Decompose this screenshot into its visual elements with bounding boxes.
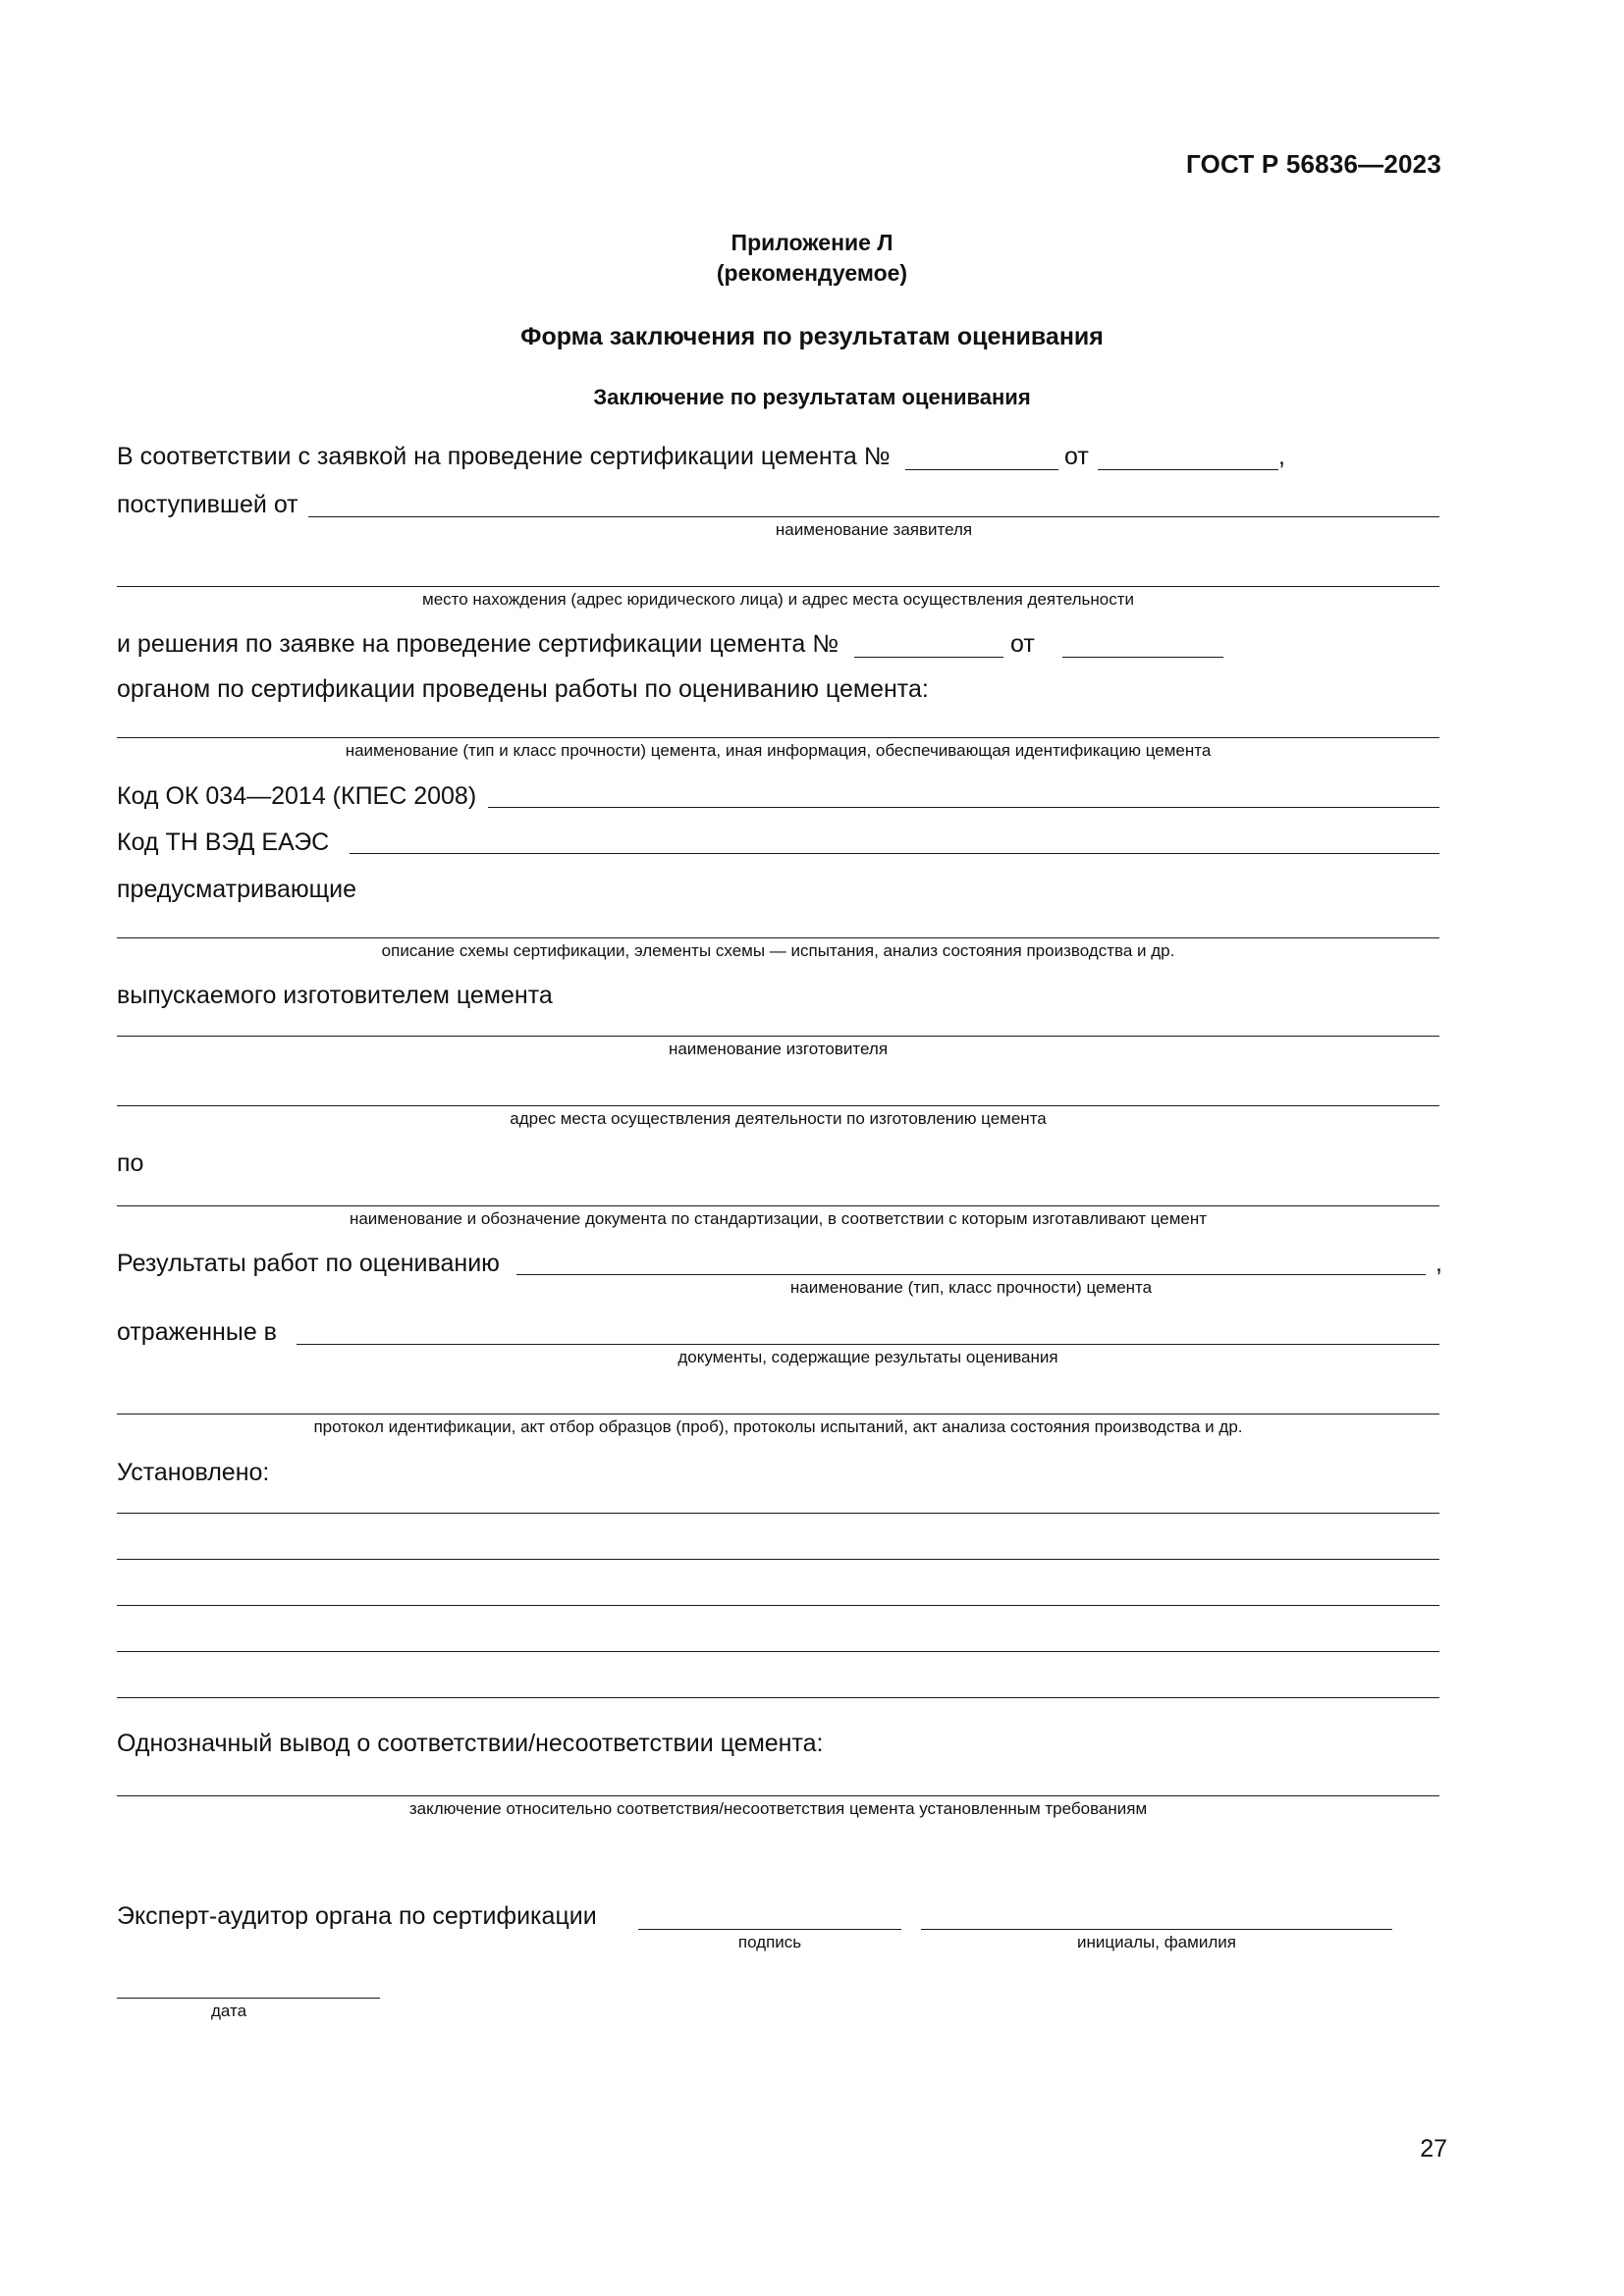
manufacturer-address-field[interactable] [117,1105,1439,1106]
appendix-type: (рекомендуемое) [716,260,908,286]
produced-by-label: выпускаемого изготовителем цемента [117,982,553,1009]
conclusion-title: Заключение по результатам оценивания [593,385,1031,409]
results-label: Результаты работ по оцениванию [117,1250,500,1277]
application-from-label: от [1064,443,1089,470]
application-text: В соответствии с заявкой на проведение сертификации цемента № [117,443,891,470]
decision-from-label: от [1010,630,1035,658]
reflected-in-label: отраженные в [117,1318,277,1346]
results-caption: наименование (тип, класс прочности) цемента [789,1278,1153,1297]
conclusion-label: Однозначный вывод о соответствии/несоответствии цемента: [117,1730,824,1757]
standard-number: ГОСТ Р 56836—2023 [1186,149,1441,179]
tnved-label: Код ТН ВЭД ЕАЭС [117,828,330,856]
documents-field[interactable] [297,1344,1439,1345]
established-line-1[interactable] [117,1513,1439,1514]
location-field[interactable] [117,586,1439,587]
manufacturer-caption: наименование изготовителя [668,1040,889,1058]
cement-name-field[interactable] [117,737,1439,738]
page-number: 27 [1420,2135,1447,2163]
date-caption: дата [210,2002,247,2020]
initials-field[interactable] [921,1929,1392,1930]
okpd-label: Код ОК 034—2014 (КПЕС 2008) [117,782,477,810]
documents-caption: документы, содержащие результаты оценивания [677,1348,1058,1366]
providing-label: предусматривающие [117,876,357,903]
application-comma: , [1278,443,1285,470]
appendix-title: Приложение Л [731,230,893,255]
received-from-label: поступившей от [117,491,298,518]
scheme-caption: описание схемы сертификации, элементы схемы — испытания, анализ состояния производства и др. [381,941,1175,960]
established-line-3[interactable] [117,1605,1439,1606]
protocols-caption: протокол идентификации, акт отбор образцов (проб), протоколы испытаний, акт анализа состояния производства и др. [313,1417,1243,1436]
decision-date-field[interactable] [1062,657,1223,658]
scheme-field[interactable] [117,937,1439,938]
cement-name-caption: наименование (тип и класс прочности) цемента, иная информация, обеспечивающая идентификацию цемента [345,741,1212,760]
manufacturer-address-caption: адрес места осуществления деятельности по изготовлению цемента [510,1109,1047,1128]
established-line-4[interactable] [117,1651,1439,1652]
application-date-field[interactable] [1098,469,1278,470]
applicant-name-caption: наименование заявителя [775,520,973,539]
location-caption: место нахождения (адрес юридического лица) и адрес места осуществления деятельности [422,590,1134,609]
application-number-field[interactable] [905,469,1058,470]
established-label: Установлено: [117,1459,270,1486]
body-text: органом по сертификации проведены работы по оцениванию цемента: [117,675,929,703]
established-line-5[interactable] [117,1697,1439,1698]
standard-document-caption: наименование и обозначение документа по стандартизации, в соответствии с которым изготавливают цемент [349,1209,1208,1228]
by-label: по [117,1149,144,1177]
form-title: Форма заключения по результатам оценивания [520,323,1104,350]
signature-caption: подпись [737,1933,802,1951]
tnved-field[interactable] [350,853,1439,854]
initials-caption: инициалы, фамилия [1077,1933,1236,1951]
results-field[interactable] [516,1274,1426,1275]
decision-number-field[interactable] [854,657,1003,658]
signature-field[interactable] [638,1929,901,1930]
decision-text: и решения по заявке на проведение сертификации цемента № [117,630,839,658]
manufacturer-field[interactable] [117,1036,1439,1037]
established-line-2[interactable] [117,1559,1439,1560]
okpd-field[interactable] [488,807,1439,808]
date-field[interactable] [117,1998,380,1999]
conclusion-field[interactable] [117,1795,1439,1796]
protocols-field[interactable] [117,1414,1439,1415]
applicant-name-field[interactable] [308,516,1439,517]
conclusion-caption: заключение относительно соответствия/несоответствия цемента установленным требованиям [408,1799,1148,1818]
standard-document-field[interactable] [117,1205,1439,1206]
expert-label: Эксперт-аудитор органа по сертификации [117,1902,597,1930]
results-comma: , [1435,1250,1442,1277]
